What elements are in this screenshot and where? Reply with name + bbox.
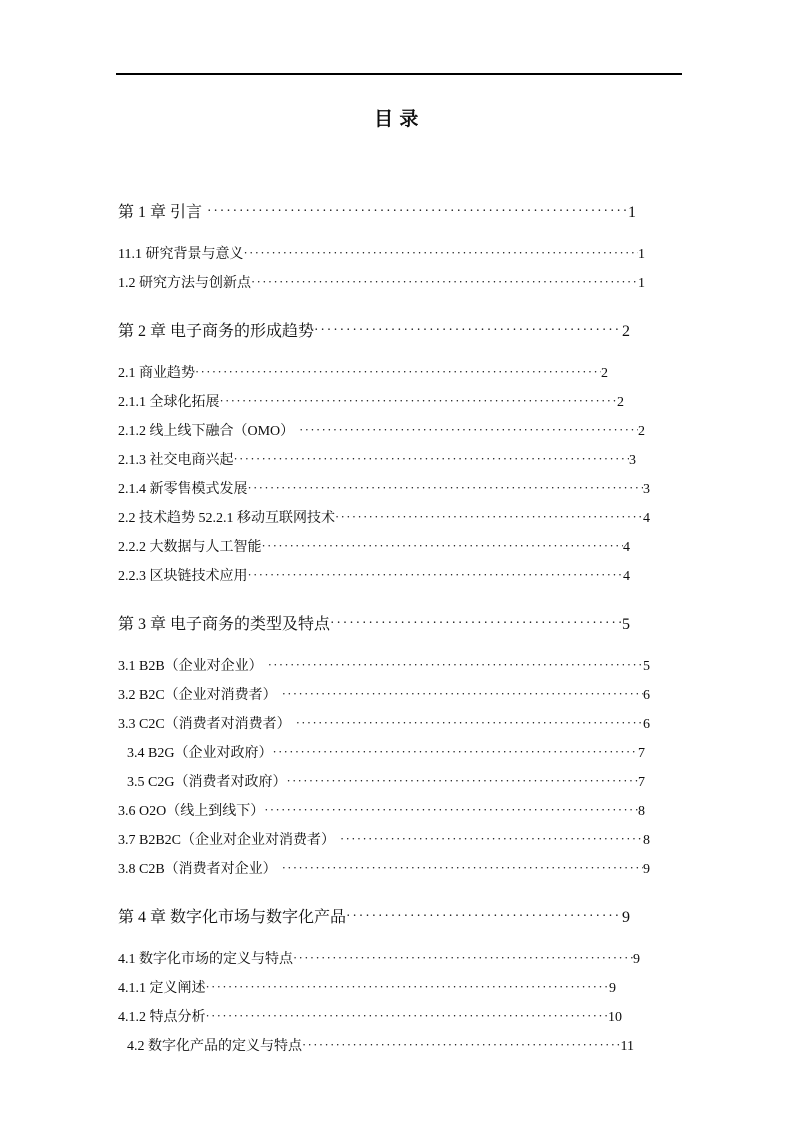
toc-entry-page-number: 8 — [638, 804, 645, 819]
toc-entry[interactable] — [118, 243, 645, 272]
toc-entry[interactable] — [118, 800, 645, 829]
toc-dot-leader — [220, 395, 618, 408]
toc-entry-label: 11.1 研究背景与意义 — [118, 247, 244, 262]
toc-entry-label: 3.4 B2G（企业对政府） — [127, 746, 273, 761]
toc-dot-leader — [340, 833, 643, 846]
toc-dot-leader — [272, 746, 638, 759]
toc-entry-label: 2.2.2 大数据与人工智能 — [118, 540, 262, 555]
toc-entry[interactable] — [118, 507, 650, 536]
toc-dot-leader — [286, 775, 638, 788]
toc-entry-page-number: 3 — [629, 453, 636, 468]
toc-entry[interactable] — [118, 713, 650, 742]
toc-entry-label: 第 2 章 电子商务的形成趋势 — [118, 323, 315, 340]
toc-entry-label: 3.8 C2B（消费者对企业） — [118, 862, 277, 877]
toc-dot-leader — [207, 204, 628, 218]
toc-entry[interactable] — [118, 1006, 622, 1035]
toc-entry[interactable] — [118, 1035, 634, 1064]
toc-dot-leader — [248, 569, 624, 582]
toc-dot-leader — [296, 717, 643, 730]
toc-entry[interactable] — [118, 272, 645, 301]
toc-dot-leader — [268, 659, 643, 672]
toc-entry[interactable] — [118, 948, 640, 977]
toc-entry[interactable] — [118, 420, 645, 449]
toc-entry[interactable] — [118, 318, 630, 348]
toc-dot-leader — [206, 1010, 609, 1023]
toc-dot-leader — [251, 276, 638, 289]
toc-entry[interactable] — [118, 536, 630, 565]
toc-entry-label: 2.2 技术趋势 52.2.1 移动互联网技术 — [118, 511, 335, 526]
toc-entry[interactable] — [118, 449, 636, 478]
toc-entry[interactable] — [118, 391, 624, 420]
toc-dot-leader — [346, 909, 622, 923]
toc-entry-page-number: 11 — [620, 1039, 634, 1054]
toc-entry-page-number: 3 — [643, 482, 650, 497]
toc-entry-label: 3.7 B2B2C（企业对企业对消费者） — [118, 833, 336, 848]
toc-entry-page-number: 9 — [633, 952, 640, 967]
toc-entry[interactable] — [118, 829, 650, 858]
toc-entry-page-number: 2 — [622, 323, 630, 340]
section-spacer — [118, 645, 678, 655]
toc-entry[interactable] — [118, 611, 630, 641]
header-rule — [116, 73, 682, 75]
toc-entry[interactable] — [118, 362, 608, 391]
toc-entry[interactable] — [118, 771, 645, 800]
toc-entry-label: 3.5 C2G（消费者对政府） — [127, 775, 287, 790]
page-title: 目 录 — [374, 109, 419, 130]
toc-dot-leader — [264, 804, 638, 817]
toc-entry-label: 3.6 O2O（线上到线下） — [118, 804, 265, 819]
toc-entry-page-number: 2 — [601, 366, 608, 381]
toc-dot-leader — [234, 453, 630, 466]
toc-entry-label: 2.1.4 新零售模式发展 — [118, 482, 248, 497]
toc-entry-label: 2.1.2 线上线下融合（OMO） — [118, 424, 295, 439]
toc-entry[interactable] — [118, 684, 650, 713]
toc-dot-leader — [330, 616, 622, 630]
toc-entry-page-number: 7 — [638, 775, 645, 790]
toc-entry[interactable] — [118, 904, 630, 934]
toc-dot-leader — [314, 323, 622, 337]
toc-entry[interactable] — [118, 478, 650, 507]
toc-entry-page-number: 8 — [643, 833, 650, 848]
toc-entry-page-number: 9 — [622, 909, 630, 926]
toc-dot-leader — [299, 424, 638, 437]
section-spacer — [118, 887, 678, 900]
toc-entry-label: 4.1.1 定义阐述 — [118, 981, 206, 996]
section-spacer — [118, 594, 678, 607]
toc-entry-page-number: 4 — [623, 569, 630, 584]
toc-entry-label: 1.2 研究方法与创新点 — [118, 276, 251, 291]
toc-dot-leader — [335, 511, 643, 524]
toc-entry-page-number: 1 — [628, 204, 636, 221]
toc-entry-label: 2.1 商业趋势 — [118, 366, 195, 381]
toc-dot-leader — [248, 482, 644, 495]
table-of-contents — [118, 195, 678, 1064]
toc-entry-label: 4.2 数字化产品的定义与特点 — [127, 1039, 302, 1054]
toc-entry-label: 3.1 B2B（企业对企业） — [118, 659, 263, 674]
toc-entry[interactable] — [118, 199, 636, 229]
section-spacer — [118, 352, 678, 362]
toc-entry-label: 2.1.3 社交电商兴起 — [118, 453, 234, 468]
section-spacer — [118, 938, 678, 948]
toc-entry-page-number: 2 — [638, 424, 645, 439]
toc-entry-page-number: 9 — [643, 862, 650, 877]
toc-dot-leader — [282, 688, 643, 701]
toc-entry-page-number: 4 — [643, 511, 650, 526]
toc-entry-page-number: 4 — [623, 540, 630, 555]
toc-entry[interactable] — [118, 858, 650, 887]
toc-entry-label: 第 4 章 数字化市场与数字化产品 — [118, 909, 347, 926]
toc-entry[interactable] — [118, 655, 650, 684]
toc-entry-page-number: 7 — [638, 746, 645, 761]
toc-entry-page-number: 2 — [617, 395, 624, 410]
toc-entry-label: 2.1.1 全球化拓展 — [118, 395, 220, 410]
toc-entry-page-number: 10 — [608, 1010, 622, 1025]
toc-dot-leader — [262, 540, 624, 553]
section-spacer — [118, 301, 678, 314]
toc-entry-page-number: 1 — [638, 247, 645, 262]
toc-entry[interactable] — [118, 977, 616, 1006]
toc-entry-page-number: 1 — [638, 276, 645, 291]
toc-dot-leader — [282, 862, 643, 875]
toc-dot-leader — [302, 1039, 621, 1052]
toc-entry[interactable] — [118, 565, 630, 594]
toc-dot-leader — [243, 247, 638, 260]
toc-entry-page-number: 5 — [622, 616, 630, 633]
toc-entry-label: 4.1 数字化市场的定义与特点 — [118, 952, 293, 967]
toc-entry[interactable] — [118, 742, 645, 771]
toc-entry-label: 3.2 B2C（企业对消费者） — [118, 688, 277, 703]
toc-entry-page-number: 6 — [643, 688, 650, 703]
toc-entry-label: 2.2.3 区块链技术应用 — [118, 569, 248, 584]
toc-dot-leader — [293, 952, 633, 965]
toc-entry-label: 3.3 C2C（消费者对消费者） — [118, 717, 291, 732]
section-spacer — [118, 233, 678, 243]
toc-entry-label: 第 1 章 引言 — [118, 204, 203, 221]
toc-entry-label: 4.1.2 特点分析 — [118, 1010, 206, 1025]
toc-entry-label: 第 3 章 电子商务的类型及特点 — [118, 616, 331, 633]
toc-dot-leader — [206, 981, 610, 994]
toc-entry-page-number: 5 — [643, 659, 650, 674]
toc-entry-page-number: 9 — [609, 981, 616, 996]
toc-entry-page-number: 6 — [643, 717, 650, 732]
toc-dot-leader — [195, 366, 601, 379]
